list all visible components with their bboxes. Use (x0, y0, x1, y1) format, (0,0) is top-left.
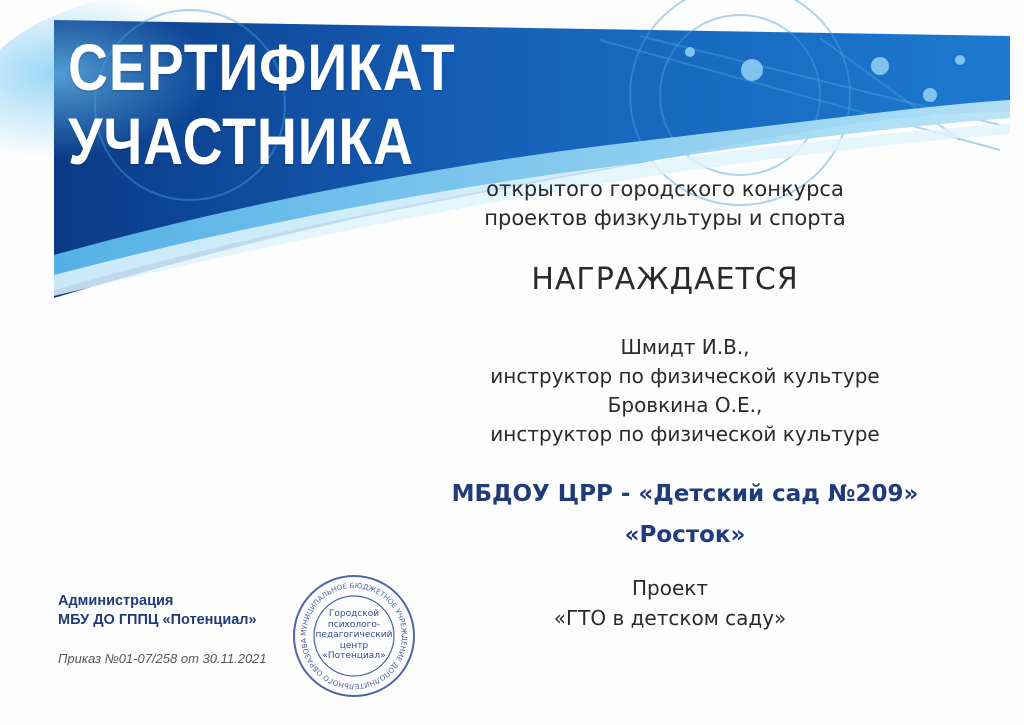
organization-name (400, 474, 970, 556)
stamp-line-1: Городской (328, 609, 380, 619)
project-name: «ГТО в детском саду» (553, 606, 787, 630)
awardees-list (400, 333, 970, 449)
issuer-line-2: МБУ ДО ГППЦ «Потенциал» (58, 612, 257, 628)
contest-line-1: открытого городского конкурса (486, 177, 844, 201)
awardee-name-1: Шмидт И.В., (620, 335, 750, 359)
stamp-line-5: «Потенциал» (322, 651, 386, 661)
stamp-line-3: педагогический (315, 630, 393, 640)
organization-line-1: МБДОУ ЦРР - «Детский сад №209» (451, 481, 919, 507)
project-info (470, 573, 870, 633)
project-label: Проект (631, 576, 708, 600)
contest-line-2: проектов физкультуры и спорта (484, 206, 846, 230)
official-stamp (291, 573, 417, 699)
organization-line-2: «Росток» (624, 522, 746, 548)
awardee-role-1: инструктор по физической культуре (490, 364, 880, 388)
title-line-1: СЕРТИФИКАТ (68, 30, 456, 104)
awardee-name-2: Бровкина О.Е., (607, 393, 763, 417)
issuer-line-1: Администрация (58, 593, 174, 609)
certificate-title (68, 30, 456, 178)
stamp-line-2: психолого- (327, 619, 381, 630)
stamp-line-4: центр (339, 640, 369, 651)
order-reference: Приказ №01-07/258 от 30.11.2021 (58, 651, 267, 666)
title-line-2: УЧАСТНИКА (68, 104, 414, 178)
awarded-heading: НАГРАЖДАЕТСЯ (531, 262, 799, 297)
contest-description (440, 175, 890, 233)
awardee-role-2: инструктор по физической культуре (490, 422, 880, 446)
issuer-block (58, 592, 257, 630)
stamp-ring-text: МУНИЦИПАЛЬНОЕ БЮДЖЕТНОЕ УЧРЕЖДЕНИЕ ДОПОЛНИТЕЛЬНОГО ОБРАЗОВА (298, 580, 410, 692)
stamp-center-text (291, 609, 417, 662)
